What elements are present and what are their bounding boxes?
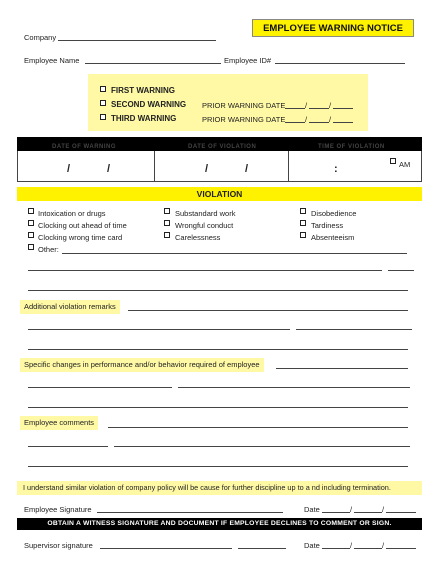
employee-comments-label: Employee comments: [20, 416, 98, 430]
disobedience-checkbox[interactable]: [300, 208, 306, 214]
specific-changes-label: Specific changes in performance and/or behavior required of employee: [20, 358, 264, 372]
employee-date-month[interactable]: [322, 512, 350, 513]
comments-line[interactable]: [108, 427, 408, 428]
date-of-violation-header: DATE OF VIOLATION: [188, 144, 257, 150]
other-field[interactable]: [62, 253, 407, 254]
violation-date-slash-1[interactable]: /: [205, 163, 209, 175]
wrongful-conduct-checkbox[interactable]: [164, 220, 170, 226]
prior-warning-date-label-1: PRIOR WARNING DATE: [202, 101, 286, 110]
disobedience-label: Disobedience: [311, 209, 357, 218]
other-label: Other:: [38, 245, 59, 254]
company-field[interactable]: [58, 40, 216, 41]
violation-detail-line[interactable]: [28, 290, 408, 291]
date-slash: /: [350, 505, 353, 514]
am-label: AM: [399, 160, 411, 169]
prior-warning-date-label-2: PRIOR WARNING DATE: [202, 115, 286, 124]
time-of-violation-header: TIME OF VIOLATION: [318, 144, 385, 150]
prior-date-2-month[interactable]: [285, 122, 305, 123]
third-warning-checkbox[interactable]: [100, 114, 106, 120]
employee-signature-field[interactable]: [97, 512, 283, 513]
changes-line[interactable]: [28, 407, 408, 408]
employee-date-year[interactable]: [386, 512, 416, 513]
comments-line[interactable]: [28, 466, 408, 467]
employee-signature-label: Employee Signature: [24, 505, 92, 514]
remarks-line[interactable]: [28, 329, 290, 330]
changes-line[interactable]: [28, 387, 172, 388]
acknowledgement-statement: I understand similar violation of company policy will be cause for further discipline up to a nd including termination.: [17, 481, 422, 495]
changes-line[interactable]: [276, 368, 408, 369]
date-slash: /: [305, 101, 308, 110]
remarks-line[interactable]: [28, 349, 408, 350]
warning-date-slash-2[interactable]: /: [107, 163, 111, 175]
violation-detail-line[interactable]: [28, 270, 382, 271]
company-label: Company: [24, 33, 57, 42]
employee-date-day[interactable]: [354, 512, 382, 513]
prior-date-1-year[interactable]: [333, 108, 353, 109]
changes-line[interactable]: [178, 387, 410, 388]
remarks-line[interactable]: [296, 329, 412, 330]
supervisor-date-label: Date: [304, 541, 320, 550]
column-divider: [154, 151, 155, 182]
date-slash: /: [305, 115, 308, 124]
absenteeism-checkbox[interactable]: [300, 232, 306, 238]
intoxication-checkbox[interactable]: [28, 208, 34, 214]
prior-date-2-year[interactable]: [333, 122, 353, 123]
supervisor-date-day[interactable]: [354, 548, 382, 549]
carelessness-label: Carelessness: [175, 233, 221, 242]
date-slash: /: [382, 541, 385, 550]
comments-line[interactable]: [28, 446, 108, 447]
intoxication-label: Intoxication or drugs: [38, 209, 106, 218]
wrong-time-card-label: Clocking wrong time card: [38, 233, 123, 242]
first-warning-label: FIRST WARNING: [111, 86, 175, 95]
warning-date-slash-1[interactable]: /: [67, 163, 71, 175]
employee-id-label: Employee ID#: [224, 56, 272, 65]
second-warning-label: SECOND WARNING: [111, 100, 187, 109]
first-warning-checkbox[interactable]: [100, 86, 106, 92]
date-slash: /: [382, 505, 385, 514]
employee-name-label: Employee Name: [24, 56, 80, 65]
am-checkbox[interactable]: [390, 158, 396, 164]
wrong-time-card-checkbox[interactable]: [28, 232, 34, 238]
employee-name-field[interactable]: [85, 63, 221, 64]
violation-date-slash-2[interactable]: /: [245, 163, 249, 175]
tardiness-label: Tardiness: [311, 221, 344, 230]
prior-date-1-day[interactable]: [309, 108, 329, 109]
violation-time-colon[interactable]: :: [334, 163, 338, 175]
supervisor-date-year[interactable]: [386, 548, 416, 549]
absenteeism-label: Absenteeism: [311, 233, 355, 242]
additional-remarks-label: Additional violation remarks: [20, 300, 120, 314]
form-title: EMPLOYEE WARNING NOTICE: [252, 19, 414, 37]
prior-date-2-day[interactable]: [309, 122, 329, 123]
tardiness-checkbox[interactable]: [300, 220, 306, 226]
supervisor-signature-label: Supervisor signature: [24, 541, 93, 550]
substandard-work-checkbox[interactable]: [164, 208, 170, 214]
remarks-line[interactable]: [128, 310, 408, 311]
date-of-warning-header: DATE OF WARNING: [52, 144, 117, 150]
date-table-row: [17, 151, 422, 182]
clocking-out-checkbox[interactable]: [28, 220, 34, 226]
date-slash: /: [350, 541, 353, 550]
clocking-out-label: Clocking out ahead of time: [38, 221, 127, 230]
employee-date-label: Date: [304, 505, 320, 514]
third-warning-label: THIRD WARNING: [111, 114, 177, 123]
violation-heading: VIOLATION: [17, 187, 422, 201]
carelessness-checkbox[interactable]: [164, 232, 170, 238]
date-slash: /: [329, 115, 332, 124]
witness-notice: OBTAIN A WITNESS SIGNATURE AND DOCUMENT IF EMPLOYEE DECLINES TO COMMENT OR SIGN.: [17, 518, 422, 530]
second-warning-checkbox[interactable]: [100, 100, 106, 106]
supervisor-signature-field[interactable]: [100, 548, 232, 549]
substandard-work-label: Substandard work: [175, 209, 236, 218]
comments-line[interactable]: [114, 446, 410, 447]
column-divider: [288, 151, 289, 182]
other-checkbox[interactable]: [28, 244, 34, 250]
wrongful-conduct-label: Wrongful conduct: [175, 221, 234, 230]
employee-id-field[interactable]: [275, 63, 405, 64]
prior-date-1-month[interactable]: [285, 108, 305, 109]
date-slash: /: [329, 101, 332, 110]
violation-detail-line[interactable]: [388, 270, 414, 271]
supervisor-date-month[interactable]: [322, 548, 350, 549]
supervisor-signature-field-2[interactable]: [238, 548, 286, 549]
